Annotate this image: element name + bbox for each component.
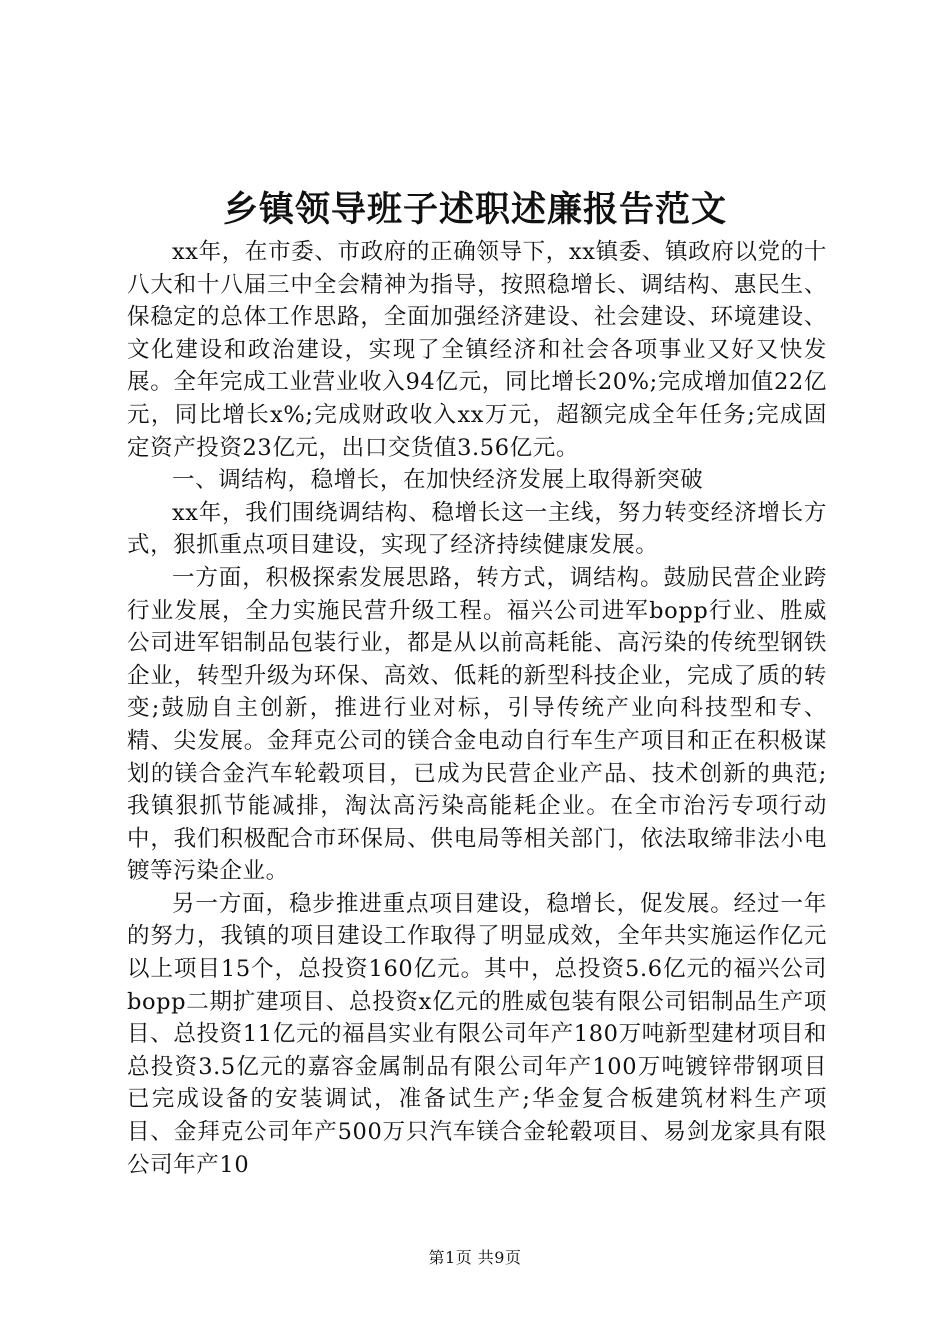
paragraph-second-aspect: 另一方面，稳步推进重点项目建设，稳增长，促发展。经过一年的努力，我镇的项目建设工作取得了明显成效，全年共实施运作亿元以上项目15个，总投资160亿元。其中，总投资5.6亿元的福兴公司bopp二期扩建项目、总投资x亿元的胜威包装有限公司铝制品生产项目、总投资11亿元的福昌实业有限公司年产180万吨新型建材项目和总投资3.5亿元的嘉容金属制品有限公司年产100万吨镀锌带钢项目已完成设备的安装调试，准备试生产;华金复合板建筑材料生产项目、金拜克公司年产500万只汽车镁合金轮毂项目、易剑龙家具有限公司年产10 [127,890,827,1178]
document-body [127,236,827,1181]
document-title: 乡镇领导班子述职述廉报告范文 [222,189,727,230]
section-heading-1: 一、调结构，稳增长，在加快经济发展上取得新突破 [172,467,704,494]
page-number-footer: 第1页 共9页 [428,1248,522,1267]
paragraph-first-aspect: 一方面，积极探索发展思路，转方式，调结构。鼓励民营企业跨行业发展，全力实施民营升级工程。福兴公司进军bopp行业、胜威公司进军铝制品包装行业，都是从以前高耗能、高污染的传统型钢铁企业，转型升级为环保、高效、低耗的新型科技企业，完成了质的转变;鼓励自主创新，推进行业对标，引导传统产业向科技型和专、精、尖发展。金拜克公司的镁合金电动自行车生产项目和正在积极谋划的镁合金汽车轮毂项目，已成为民营企业产品、技术创新的典范;我镇狠抓节能减排，淘汰高污染高能耗企业。在全市治污专项行动中，我们积极配合市环保局、供电局等相关部门，依法取缔非法小电镀等污染企业。 [127,564,827,885]
paragraph-intro: xx年，在市委、市政府的正确领导下，xx镇委、镇政府以党的十八大和十八届三中全会精神为指导，按照稳增长、调结构、惠民生、保稳定的总体工作思路，全面加强经济建设、社会建设、环境建设、文化建设和政治建设，实现了全镇经济和社会各项事业又好又快发展。全年完成工业营业收入94亿元，同比增长20%;完成增加值22亿元，同比增长x%;完成财政收入xx万元，超额完成全年任务;完成固定资产投资23亿元，出口交货值3.56亿元。 [127,239,827,461]
paragraph-section-1-summary: xx年，我们围绕调结构、稳增长这一主线，努力转变经济增长方式，狠抓重点项目建设，实现了经济持续健康发展。 [127,499,827,559]
